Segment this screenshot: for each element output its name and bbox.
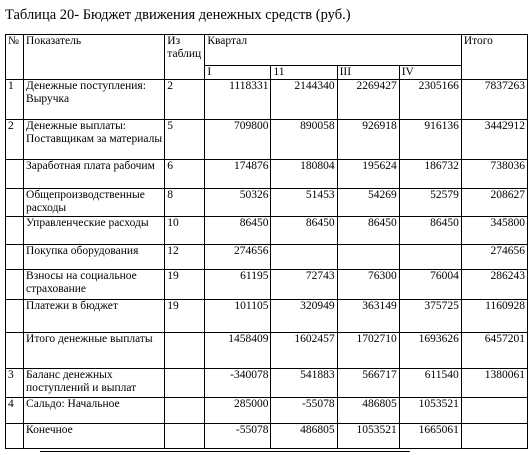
row-q4-value: [399, 245, 461, 270]
row-q2-value: 890058: [271, 120, 337, 160]
row-number: [6, 424, 24, 449]
row-q1-value: 1118331: [205, 80, 271, 120]
row-q4-value: 86450: [399, 217, 461, 245]
row-q2-value: 1602457: [271, 333, 337, 369]
row-source-table: 12: [165, 245, 205, 270]
row-source-table: 6: [165, 160, 205, 189]
row-total-value: 286243: [461, 270, 527, 300]
row-indicator: Денежные поступления: Выручка: [24, 80, 165, 120]
page-cutoff-line: [40, 451, 410, 453]
table-row: [6, 245, 528, 270]
row-total-value: 345800: [461, 217, 527, 245]
row-total-value: 274656: [461, 245, 527, 270]
table-row: [6, 398, 528, 424]
row-q3-value: 363149: [337, 300, 399, 333]
row-q3-value: 195624: [337, 160, 399, 189]
row-q1-value: 285000: [205, 398, 271, 424]
row-number: [6, 245, 24, 270]
row-source-table: 8: [165, 189, 205, 217]
row-q3-value: 54269: [337, 189, 399, 217]
table-title: Таблица 20- Бюджет движения денежных средств (руб.): [5, 7, 351, 23]
row-number: [6, 160, 24, 189]
header-indicator: Показатель: [24, 35, 165, 80]
row-total-value: 738036: [461, 160, 527, 189]
row-source-table: 2: [165, 80, 205, 120]
row-q4-value: 1053521: [399, 398, 461, 424]
row-number: 1: [6, 80, 24, 120]
row-number: 4: [6, 398, 24, 424]
row-indicator: Конечное: [24, 424, 165, 449]
row-q4-value: 2305166: [399, 80, 461, 120]
table-row: [6, 189, 528, 217]
row-source-table: 19: [165, 300, 205, 333]
row-q3-value: 566717: [337, 369, 399, 398]
row-indicator: Платежи в бюджет: [24, 300, 165, 333]
row-q1-value: -55078: [205, 424, 271, 449]
row-indicator: Заработная плата рабочим: [24, 160, 165, 189]
row-q3-value: 486805: [337, 398, 399, 424]
row-source-table: [165, 333, 205, 369]
row-q3-value: 76300: [337, 270, 399, 300]
row-q1-value: 50326: [205, 189, 271, 217]
header-q3: III: [337, 66, 399, 80]
row-number: [6, 300, 24, 333]
table-row: [6, 333, 528, 369]
row-total-value: 1380061: [461, 369, 527, 398]
row-q2-value: 86450: [271, 217, 337, 245]
row-total-value: 1160928: [461, 300, 527, 333]
row-q3-value: 2269427: [337, 80, 399, 120]
row-source-table: [165, 369, 205, 398]
row-q2-value: -55078: [271, 398, 337, 424]
row-q3-value: 1702710: [337, 333, 399, 369]
row-indicator: Управленческие расходы: [24, 217, 165, 245]
row-source-table: [165, 424, 205, 449]
row-indicator: Итого денежные выплаты: [24, 333, 165, 369]
table-row: [6, 120, 528, 160]
row-number: [6, 217, 24, 245]
table-row: [6, 217, 528, 245]
row-q4-value: 186732: [399, 160, 461, 189]
row-q2-value: 486805: [271, 424, 337, 449]
row-total-value: 208627: [461, 189, 527, 217]
row-q2-value: 320949: [271, 300, 337, 333]
row-total-value: [461, 424, 527, 449]
row-number: [6, 270, 24, 300]
row-number: 2: [6, 120, 24, 160]
row-q2-value: 72743: [271, 270, 337, 300]
header-from-table: Из таблиц: [165, 35, 205, 80]
row-q3-value: 86450: [337, 217, 399, 245]
row-total-value: [461, 398, 527, 424]
row-number: [6, 333, 24, 369]
row-q1-value: 174876: [205, 160, 271, 189]
row-number: [6, 189, 24, 217]
row-q1-value: 61195: [205, 270, 271, 300]
row-indicator: Общепроизводственные расходы: [24, 189, 165, 217]
row-q4-value: 611540: [399, 369, 461, 398]
row-q1-value: 101105: [205, 300, 271, 333]
row-source-table: 19: [165, 270, 205, 300]
header-total: Итого: [461, 35, 527, 80]
row-indicator: Баланс денежных поступлений и выплат: [24, 369, 165, 398]
table-row: [6, 80, 528, 120]
row-q3-value: 926918: [337, 120, 399, 160]
table-row: [6, 270, 528, 300]
row-q2-value: 51453: [271, 189, 337, 217]
row-q4-value: 76004: [399, 270, 461, 300]
table-row: [6, 424, 528, 449]
row-indicator: Взносы на социальное страхование: [24, 270, 165, 300]
row-q4-value: 375725: [399, 300, 461, 333]
row-q1-value: -340078: [205, 369, 271, 398]
row-q3-value: [337, 245, 399, 270]
row-q3-value: 1053521: [337, 424, 399, 449]
row-total-value: 3442912: [461, 120, 527, 160]
row-q1-value: 1458409: [205, 333, 271, 369]
table-row: [6, 300, 528, 333]
cash-flow-budget-table: [5, 34, 528, 449]
row-source-table: [165, 398, 205, 424]
row-number: 3: [6, 369, 24, 398]
header-q4: IV: [399, 66, 461, 80]
row-q2-value: 180804: [271, 160, 337, 189]
row-q2-value: 541883: [271, 369, 337, 398]
row-q4-value: 916136: [399, 120, 461, 160]
row-q4-value: 1693626: [399, 333, 461, 369]
header-num: №: [6, 35, 24, 80]
row-q1-value: 86450: [205, 217, 271, 245]
row-indicator: Денежные выплаты: Поставщикам за материалы: [24, 120, 165, 160]
header-q1: I: [205, 66, 271, 80]
row-q4-value: 1665061: [399, 424, 461, 449]
row-q1-value: 274656: [205, 245, 271, 270]
row-total-value: 7837263: [461, 80, 527, 120]
table-row: [6, 160, 528, 189]
row-q2-value: [271, 245, 337, 270]
row-indicator: Покупка оборудования: [24, 245, 165, 270]
table-row: [6, 369, 528, 398]
row-q1-value: 709800: [205, 120, 271, 160]
header-quarter: Квартал: [205, 35, 461, 66]
row-q2-value: 2144340: [271, 80, 337, 120]
row-indicator: Сальдо: Начальное: [24, 398, 165, 424]
row-source-table: 10: [165, 217, 205, 245]
header-q2: 11: [271, 66, 337, 80]
row-source-table: 5: [165, 120, 205, 160]
row-q4-value: 52579: [399, 189, 461, 217]
row-total-value: 6457201: [461, 333, 527, 369]
